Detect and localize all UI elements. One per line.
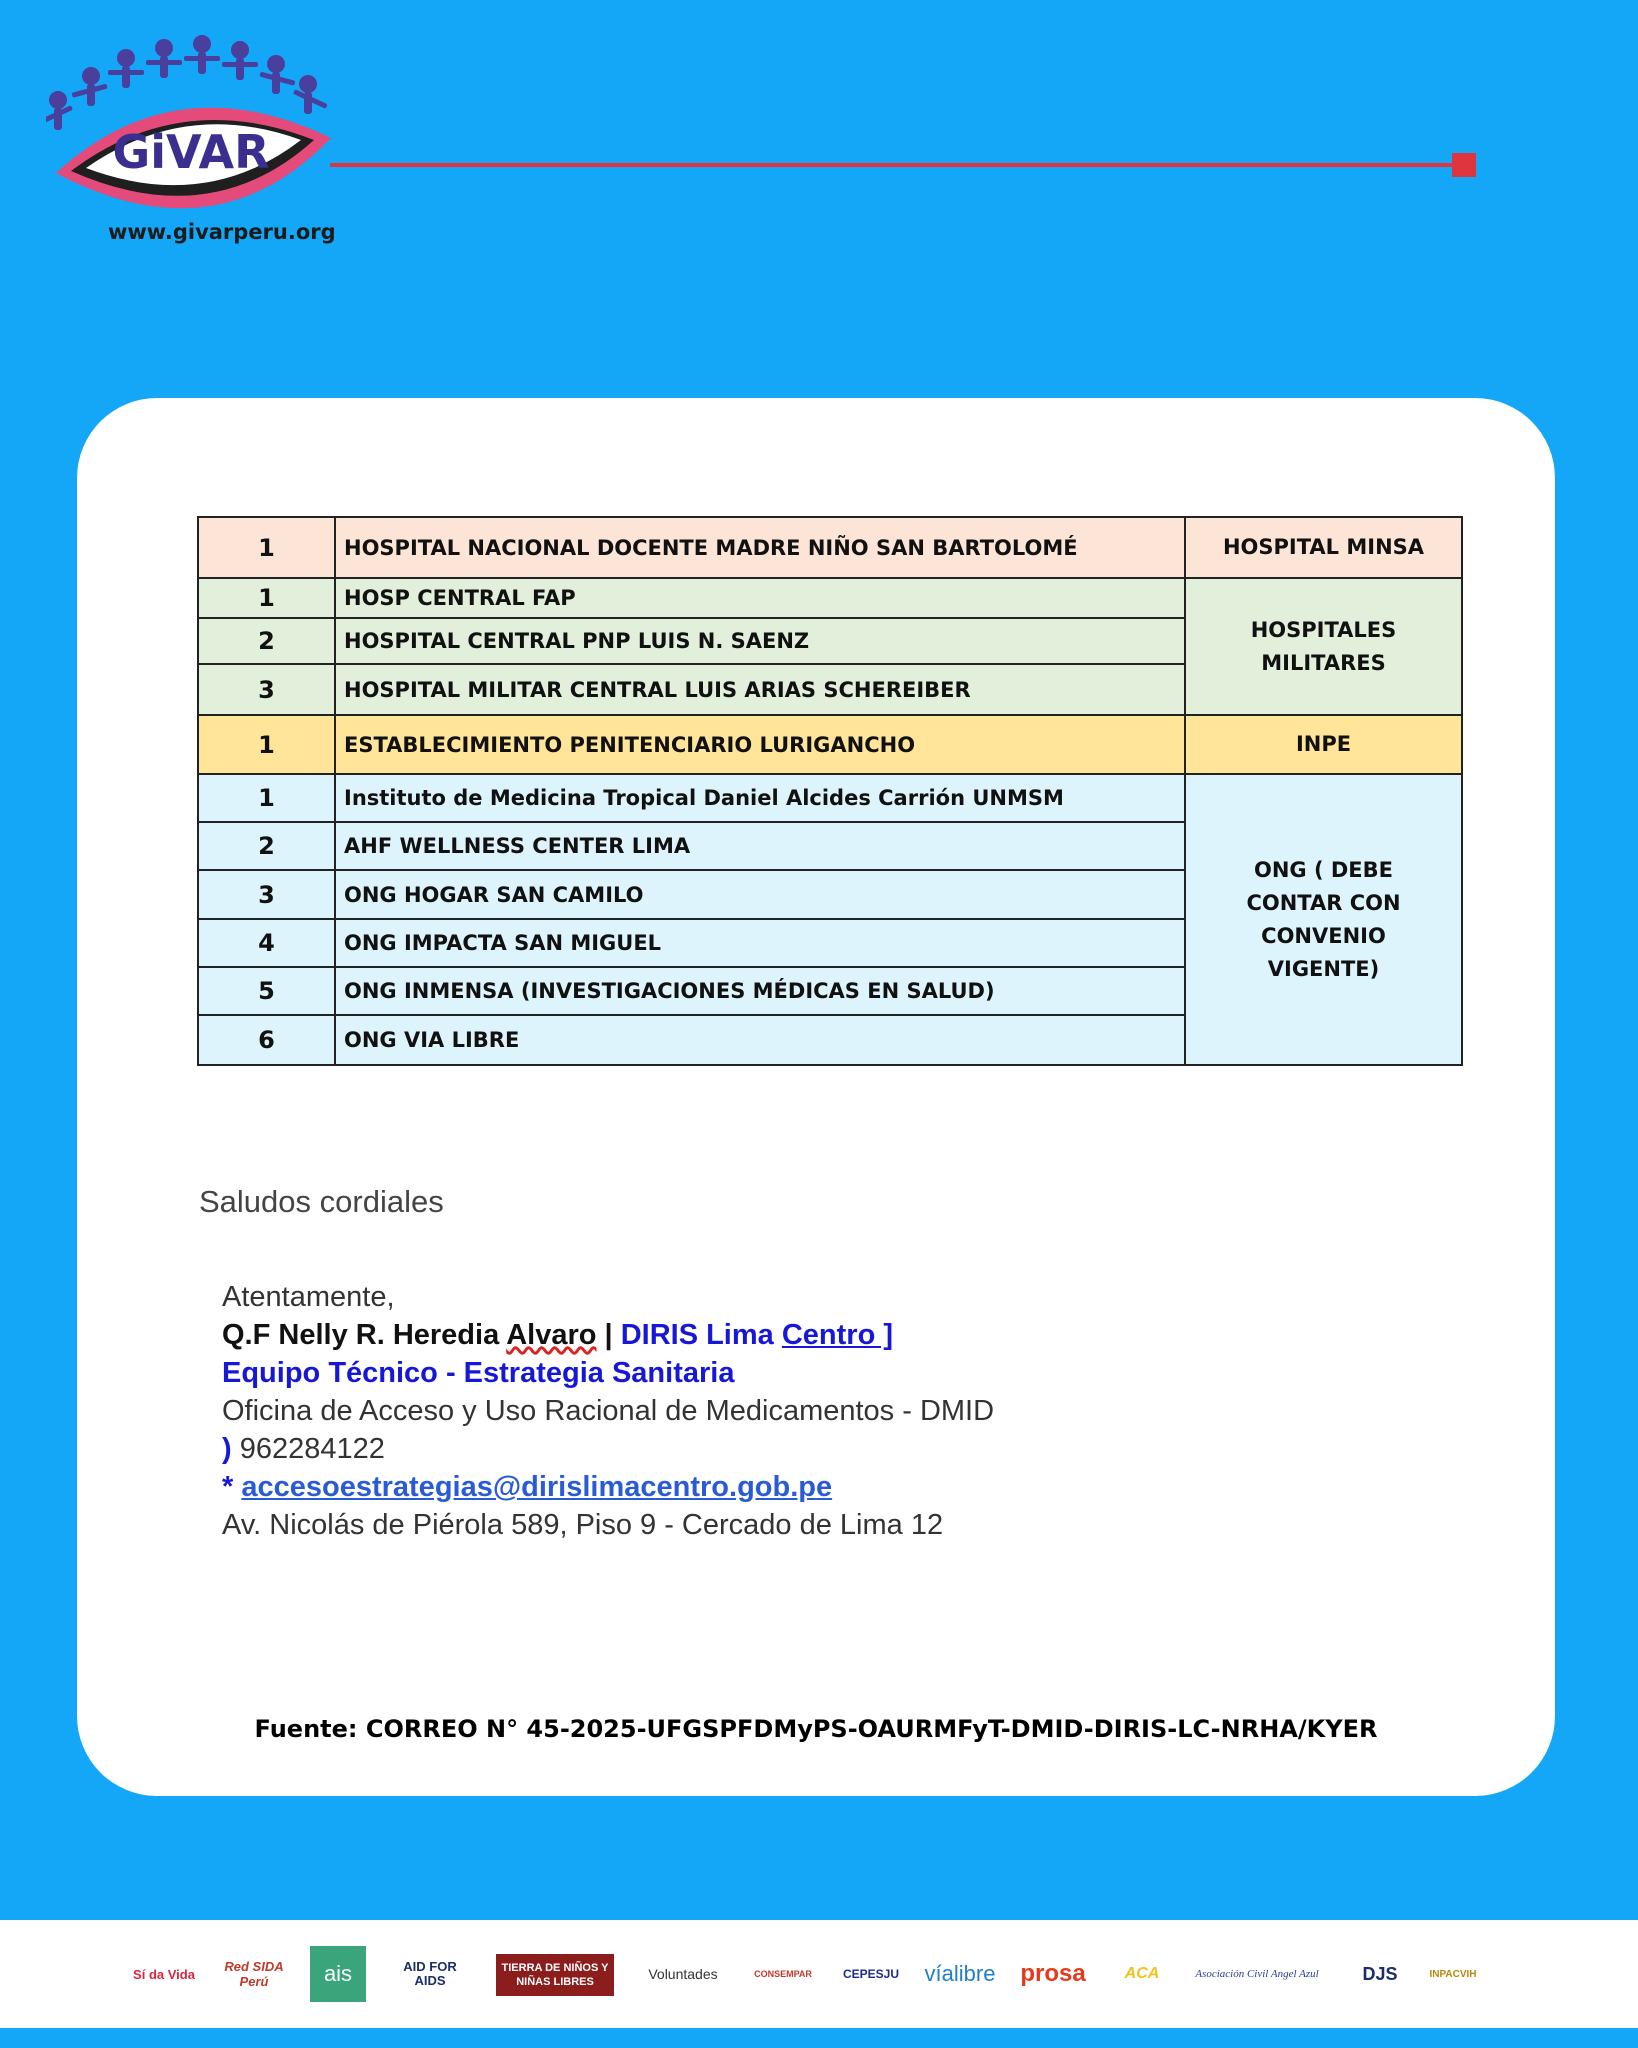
signature-block — [222, 1278, 994, 1544]
institution-name: ONG IMPACTA SAN MIGUEL — [335, 919, 1185, 967]
institution-name: HOSPITAL MILITAR CENTRAL LUIS ARIAS SCHEREIBER — [335, 664, 1185, 715]
partner-logo-djs[interactable]: DJS — [1362, 1963, 1398, 1984]
row-number: 2 — [198, 618, 335, 664]
partner-logo-inpacvih[interactable]: INPACVIH — [1429, 1968, 1477, 1980]
greeting: Saludos cordiales — [199, 1184, 444, 1219]
partner-logo-tierra-de-ninos[interactable]: TIERRA DE NIÑOS Y NIÑAS LIBRES — [496, 1954, 614, 1996]
institution-name: ONG VIA LIBRE — [335, 1015, 1185, 1065]
institution-name: ESTABLECIMIENTO PENITENCIARIO LURIGANCHO — [335, 715, 1185, 774]
signer-surname: Alvaro — [506, 1319, 597, 1351]
email-link[interactable]: accesoestrategias@dirislimacentro.gob.pe — [241, 1471, 833, 1503]
table-row — [198, 578, 1462, 618]
partner-logo-ais[interactable]: ais — [310, 1946, 366, 2002]
team-name: Equipo Técnico - Estrategia Sanitaria — [222, 1357, 735, 1389]
table-row — [198, 517, 1462, 578]
row-number: 1 — [198, 715, 335, 774]
partner-logo-aca[interactable]: ACA — [1124, 1965, 1160, 1982]
signer-line — [222, 1316, 994, 1354]
row-number: 3 — [198, 664, 335, 715]
institutions-table — [197, 516, 1463, 1066]
category-cell: HOSPITALES MILITARES — [1185, 578, 1462, 715]
category-cell: INPE — [1185, 715, 1462, 774]
phone-number: 962284122 — [231, 1433, 385, 1465]
site-url[interactable]: www.givarperu.org — [108, 220, 336, 244]
row-number: 3 — [198, 870, 335, 919]
partner-logo-consempar[interactable]: CONSEMPAR — [754, 1969, 812, 1979]
closing: Atentamente, — [222, 1281, 395, 1313]
partner-logo-aid-for-aids[interactable]: AID FOR AIDS — [403, 1959, 457, 1988]
row-number: 1 — [198, 578, 335, 618]
address: Av. Nicolás de Piérola 589, Piso 9 - Cercado de Lima 12 — [222, 1509, 944, 1541]
phone-icon: ) — [222, 1433, 232, 1465]
org-name: DIRIS Lima — [620, 1319, 782, 1351]
institution-name: ONG HOGAR SAN CAMILO — [335, 870, 1185, 919]
category-cell: HOSPITAL MINSA — [1185, 517, 1462, 578]
partner-logo-via-libre[interactable]: víalibre — [924, 1961, 996, 1986]
partner-logo-angel-azul[interactable]: Asociación Civil Angel Azul — [1195, 1968, 1319, 1980]
office-name: Oficina de Acceso y Uso Racional de Medicamentos - DMID — [222, 1395, 995, 1427]
institution-name: HOSPITAL NACIONAL DOCENTE MADRE NIÑO SAN BARTOLOMÉ — [335, 517, 1185, 578]
phone-line — [222, 1430, 994, 1468]
institution-name: AHF WELLNESS CENTER LIMA — [335, 822, 1185, 870]
signer-name: Q.F Nelly R. Heredia — [222, 1319, 507, 1351]
table-row — [198, 715, 1462, 774]
institution-name: HOSP CENTRAL FAP — [335, 578, 1185, 618]
partner-logo-voluntades[interactable]: Voluntades — [648, 1966, 718, 1982]
partner-logos-bar — [0, 1920, 1638, 2028]
org-link[interactable]: Centro ] — [781, 1319, 894, 1351]
row-number: 2 — [198, 822, 335, 870]
partner-logo-cepesju[interactable]: CEPESJU — [842, 1967, 900, 1981]
institution-name: ONG INMENSA (INVESTIGACIONES MÉDICAS EN SALUD) — [335, 967, 1185, 1015]
table-row — [198, 774, 1462, 822]
row-number: 4 — [198, 919, 335, 967]
institution-name: HOSPITAL CENTRAL PNP LUIS N. SAENZ — [335, 618, 1185, 664]
content-card — [77, 398, 1555, 1796]
partner-logo-red-sida[interactable]: Red SIDA Perú — [224, 1959, 284, 1989]
row-number: 1 — [198, 774, 335, 822]
divider-end-marker — [1452, 153, 1476, 177]
email-line — [222, 1468, 994, 1506]
source-note: Fuente: CORREO N° 45-2025-UFGSPFDMyPS-OAURMFyT-DMID-DIRIS-LC-NRHA/KYER — [254, 1715, 1378, 1743]
separator: | — [596, 1319, 621, 1351]
category-cell: ONG ( DEBE CONTAR CON CONVENIO VIGENTE) — [1185, 774, 1462, 1065]
partner-logo-si-da-vida[interactable]: Sí da Vida — [133, 1966, 195, 1982]
svg-text:GiVAR: GiVAR — [112, 125, 270, 179]
partner-logo-prosa[interactable]: prosa — [1020, 1960, 1086, 1987]
row-number: 1 — [198, 517, 335, 578]
header-divider — [330, 163, 1455, 167]
row-number: 5 — [198, 967, 335, 1015]
email-icon: * — [222, 1471, 242, 1503]
institution-name: Instituto de Medicina Tropical Daniel Alcides Carrión UNMSM — [335, 774, 1185, 822]
row-number: 6 — [198, 1015, 335, 1065]
